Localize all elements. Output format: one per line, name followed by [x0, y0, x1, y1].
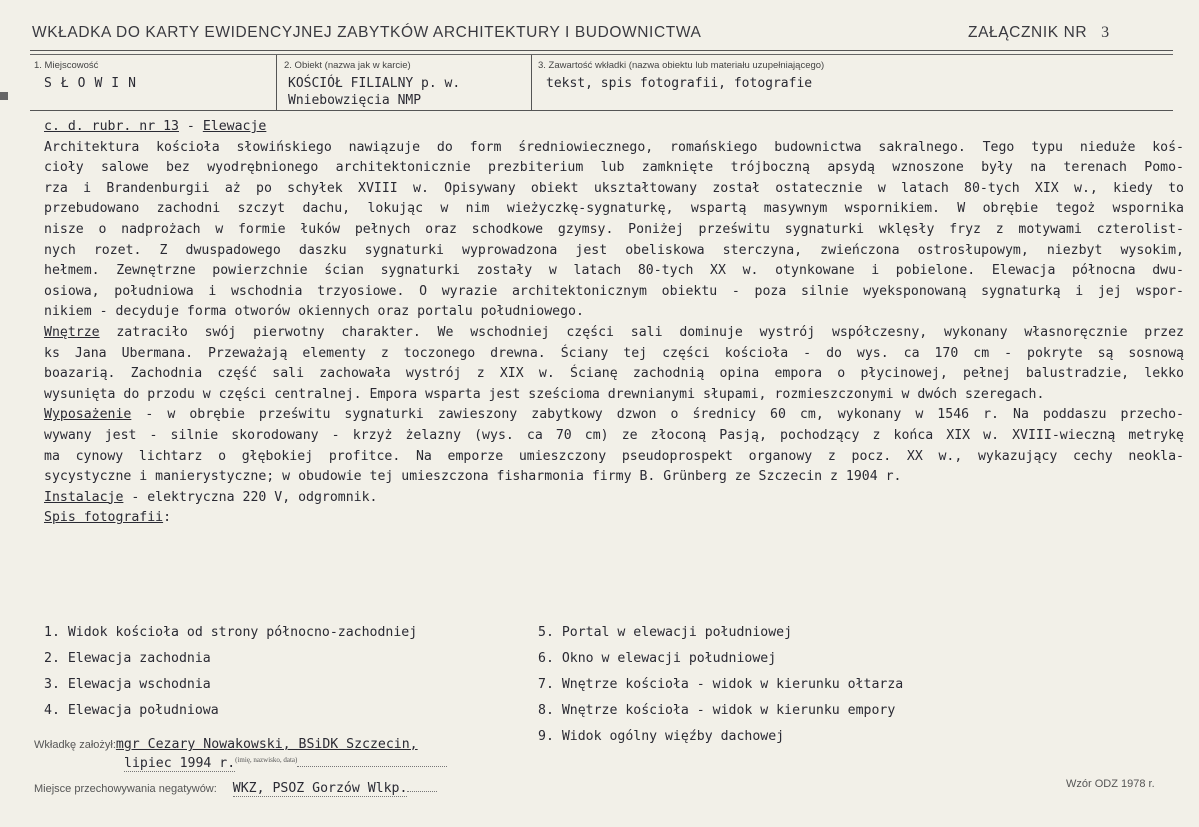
interior-heading: Wnętrze: [44, 324, 100, 340]
text-line: cioły salowe bez wyodrębnionego architektonicznie prezbiterium lub zamknięte trójboczną apsydą wznoszone były na terenach Pomo-: [44, 160, 1184, 176]
furnishing-heading: Wyposażenie: [44, 407, 132, 423]
elevations-paragraph: [44, 138, 1184, 303]
object-label: 2. Obiekt (nazwa jak w karcie): [284, 60, 411, 71]
field-divider-2: [531, 55, 532, 110]
furnishing-paragraph: [44, 426, 1184, 467]
furnishing-last-line: sycystyczne i manierystyczne; w obudowie tej umieszczona fisharmonia firmy B. Grünberg ze Szczecin z 1904 r.: [44, 469, 902, 485]
interior-paragraph: [44, 344, 1184, 385]
installations-text: - elektryczna 220 V, odgromnik.: [123, 489, 378, 505]
prepared-dotline: [297, 766, 447, 767]
negatives-dotline: [407, 791, 437, 792]
furnishing-first-line: [44, 405, 1184, 426]
interior-text: zatraciło swój pierwotny charakter. We wschodniej części sali dominuje wystrój współczesny, wykonany własnoręcznie przez: [99, 324, 1184, 340]
photo-list-item: 4. Elewacja południowa: [44, 703, 219, 718]
content-value: tekst, spis fotografii, fotografie: [546, 76, 813, 91]
photo-list-item: 2. Elewacja zachodnia: [44, 651, 211, 666]
photo-list-right: [538, 620, 903, 750]
prepared-date-line: [124, 756, 447, 772]
locality-label: 1. Miejscowość: [34, 60, 99, 71]
content-label: 3. Zawartość wkładki (nazwa obiektu lub materiału uzupełniającego): [538, 60, 825, 71]
prepared-label: Wkładkę założył:: [34, 739, 116, 751]
installations-line: [44, 488, 1184, 509]
text-line: nych rozet. Z dwuspadowego daszku sygnaturki wyprowadzona jest obeliskowa sterczyna, zwieńczona ostrosłupowym, niezbyt wysokim,: [44, 242, 1184, 258]
header-rule-2: [30, 54, 1173, 55]
photo-list-item: 5. Portal w elewacji południowej: [538, 625, 793, 640]
photo-list-item: 7. Wnętrze kościoła - widok w kierunku ołtarza: [538, 677, 904, 692]
text-line: osiowa, południowa i wschodnia trzyosiowe. O wyrazie architektonicznym obiektu - poza silnie wyeksponowaną sygnaturką i jej wspor-: [44, 283, 1184, 299]
header-rule: [30, 50, 1173, 51]
prepared-value: mgr Cezary Nowakowski, BSiDK Szczecin,: [115, 737, 418, 752]
elevations-last-line: nikiem - decyduje forma otworów okiennych oraz portalu południowego.: [44, 304, 584, 320]
annex-number: [968, 24, 1110, 42]
form-model: Wzór ODZ 1978 r.: [1066, 778, 1155, 790]
section-heading: [44, 117, 1184, 138]
negatives-label: Miejsce przechowywania negatywów:: [34, 783, 217, 795]
annex-value: 3: [1101, 24, 1110, 41]
section-ref: c. d. rubr. nr 13: [44, 119, 179, 134]
annex-label: ZAŁĄCZNIK NR: [968, 24, 1088, 41]
negatives-location: [34, 781, 437, 797]
installations-heading: Instalacje: [44, 489, 124, 505]
text-line: Architektura kościoła słowińskiego nawiązuje do form średniowiecznego, romańskiego budownictwa sakralnego. Tego typu nieduże koś-: [44, 139, 1184, 155]
prepared-date: lipiec 1994 r.: [124, 756, 236, 772]
object-value-line1: KOŚCIÓŁ FILIALNY p. w.: [288, 76, 461, 91]
locality-value: SŁOWIN: [44, 76, 145, 91]
photo-list-item: 9. Widok ogólny więźby dachowej: [538, 729, 785, 744]
fields-rule: [30, 110, 1173, 111]
description-body: [44, 117, 1184, 529]
photo-list-item: 6. Okno w elewacji południowej: [538, 651, 777, 666]
interior-last-line: wysunięta do przodu w części centralnej. Empora wsparta jest sześcioma drewnianymi słupami, rozmieszczonymi w dwóch szeregach.: [44, 386, 1045, 402]
text-line: wywany jest - silnie skorodowany - krzyż żelazny (wys. ca 70 cm) ze złoconą Pasją, pochodzący z końca XIX w. XVIII-wieczną metrykę: [44, 427, 1184, 443]
photo-list-item: 1. Widok kościoła od strony północno-zachodniej: [44, 625, 418, 640]
card-title: WKŁADKA DO KARTY EWIDENCYJNEJ ZABYTKÓW ARCHITEKTURY I BUDOWNICTWA: [32, 24, 702, 41]
text-line: boazarią. Zachodnia część sali zachowała wystrój z XIX w. Ścianę zachodnią opina empora o płycinowej, pełnej balustradzie, lekko: [44, 366, 1184, 382]
photos-heading: Spis fotografii: [44, 510, 164, 526]
interior-first-line: [44, 323, 1184, 344]
photo-list-item: 3. Elewacja wschodnia: [44, 677, 211, 692]
section-dash: -: [178, 119, 203, 134]
field-divider-1: [276, 55, 277, 110]
negatives-value: WKZ, PSOZ Gorzów Wlkp.: [232, 781, 408, 796]
text-line: przebudowano zachodni szczyt dachu, lokując w nim wieżyczkę-sygnaturkę, wspartą masywnym wspornikiem. W obrębie tegoż wspornika: [44, 201, 1184, 217]
object-value-line2: Wniebowzięcia NMP: [288, 93, 422, 108]
prepared-by: [34, 737, 418, 752]
text-line: ma cynowy lichtarz o głębokiej profitce. Na emporze umieszczony pseudoprospekt organowy z pocz. XX w., wykazujący cechy neokla-: [44, 448, 1184, 464]
scan-mark: [0, 92, 8, 100]
text-line: ks Jana Ubermana. Przeważają elementy z toczonego drewna. Ściany tej części kościoła - do wys. ca 170 cm - pokryte są sosnową: [44, 345, 1184, 361]
text-line: rza i Brandenburgii aż po schyłek XVIII w. Opisywany obiekt ukształtowany został ostatecznie w latach 80-tych XIX w., kiedy to: [44, 180, 1184, 196]
photo-list-item: 8. Wnętrze kościoła - widok w kierunku empory: [538, 703, 896, 718]
furnishing-text: - w obrębie prześwitu sygnaturki zawieszony zabytkowy dzwon o średnicy 60 cm, wykonany w 1546 r. Na poddaszu przecho-: [131, 407, 1184, 423]
section-title: Elewacje: [202, 119, 267, 134]
photo-list-left: [44, 620, 417, 724]
prepared-hint: (imię, nazwisko, data): [235, 756, 298, 764]
text-line: nisze o nadprożach w formie łuków pełnych oraz schodkowe gzymsy. Poniżej prześwitu sygnaturki wklęsły fryz z motywami czterolist-: [44, 221, 1184, 237]
photos-heading-colon: :: [163, 510, 172, 526]
photos-heading-line: [44, 508, 1184, 529]
text-line: hełmem. Zewnętrzne powierzchnie ścian sygnaturki zostały w latach 80-tych XX w. otynkowane i pobielone. Elewacja północna dwu-: [44, 263, 1184, 279]
